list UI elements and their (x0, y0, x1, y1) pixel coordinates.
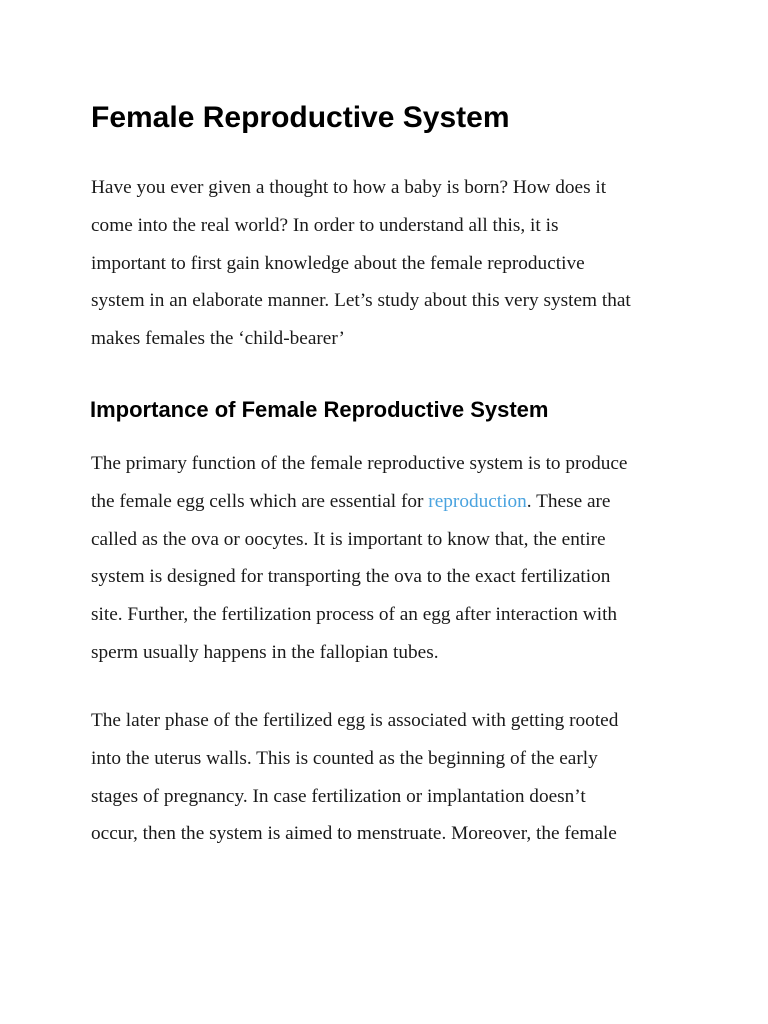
paragraph-line: stages of pregnancy. In case fertilization or implantation doesn’t (91, 785, 586, 807)
importance-paragraph (91, 445, 691, 672)
intro-line: makes females the ‘child-bearer’ (91, 328, 345, 350)
intro-paragraph (91, 169, 691, 358)
intro-line: system in an elaborate manner. Let’s study about this very system that (91, 290, 631, 312)
intro-line: important to first gain knowledge about the female reproductive (91, 252, 585, 274)
section-heading: Importance of Female Reproductive System (90, 397, 549, 422)
paragraph-line: site. Further, the fertilization process of an egg after interaction with (91, 604, 618, 626)
intro-line: Have you ever given a thought to how a baby is born? How does it (91, 177, 607, 198)
reproduction-link[interactable]: reproduction (428, 490, 527, 512)
line-text-after-link: . These are (526, 490, 611, 512)
line-text-before-link: the female egg cells which are essential for (91, 490, 429, 512)
paragraph-line: The primary function of the female reproductive system is to produce (91, 453, 628, 474)
paragraph-line: sperm usually happens in the fallopian tubes. (91, 641, 439, 663)
page-title: Female Reproductive System (91, 101, 510, 134)
paragraph-line: system is designed for transporting the ova to the exact fertilization (91, 566, 611, 588)
paragraph-line: occur, then the system is aimed to menstruate. Moreover, the female (91, 823, 617, 845)
paragraph-line-with-link (91, 483, 691, 521)
paragraph-line: into the uterus walls. This is counted as the beginning of the early (91, 747, 598, 769)
later-phase-paragraph (91, 702, 691, 853)
paragraph-line: called as the ova or oocytes. It is important to know that, the entire (91, 528, 606, 550)
paragraph-line: The later phase of the fertilized egg is associated with getting rooted (91, 710, 619, 731)
intro-line: come into the real world? In order to understand all this, it is (91, 214, 559, 236)
